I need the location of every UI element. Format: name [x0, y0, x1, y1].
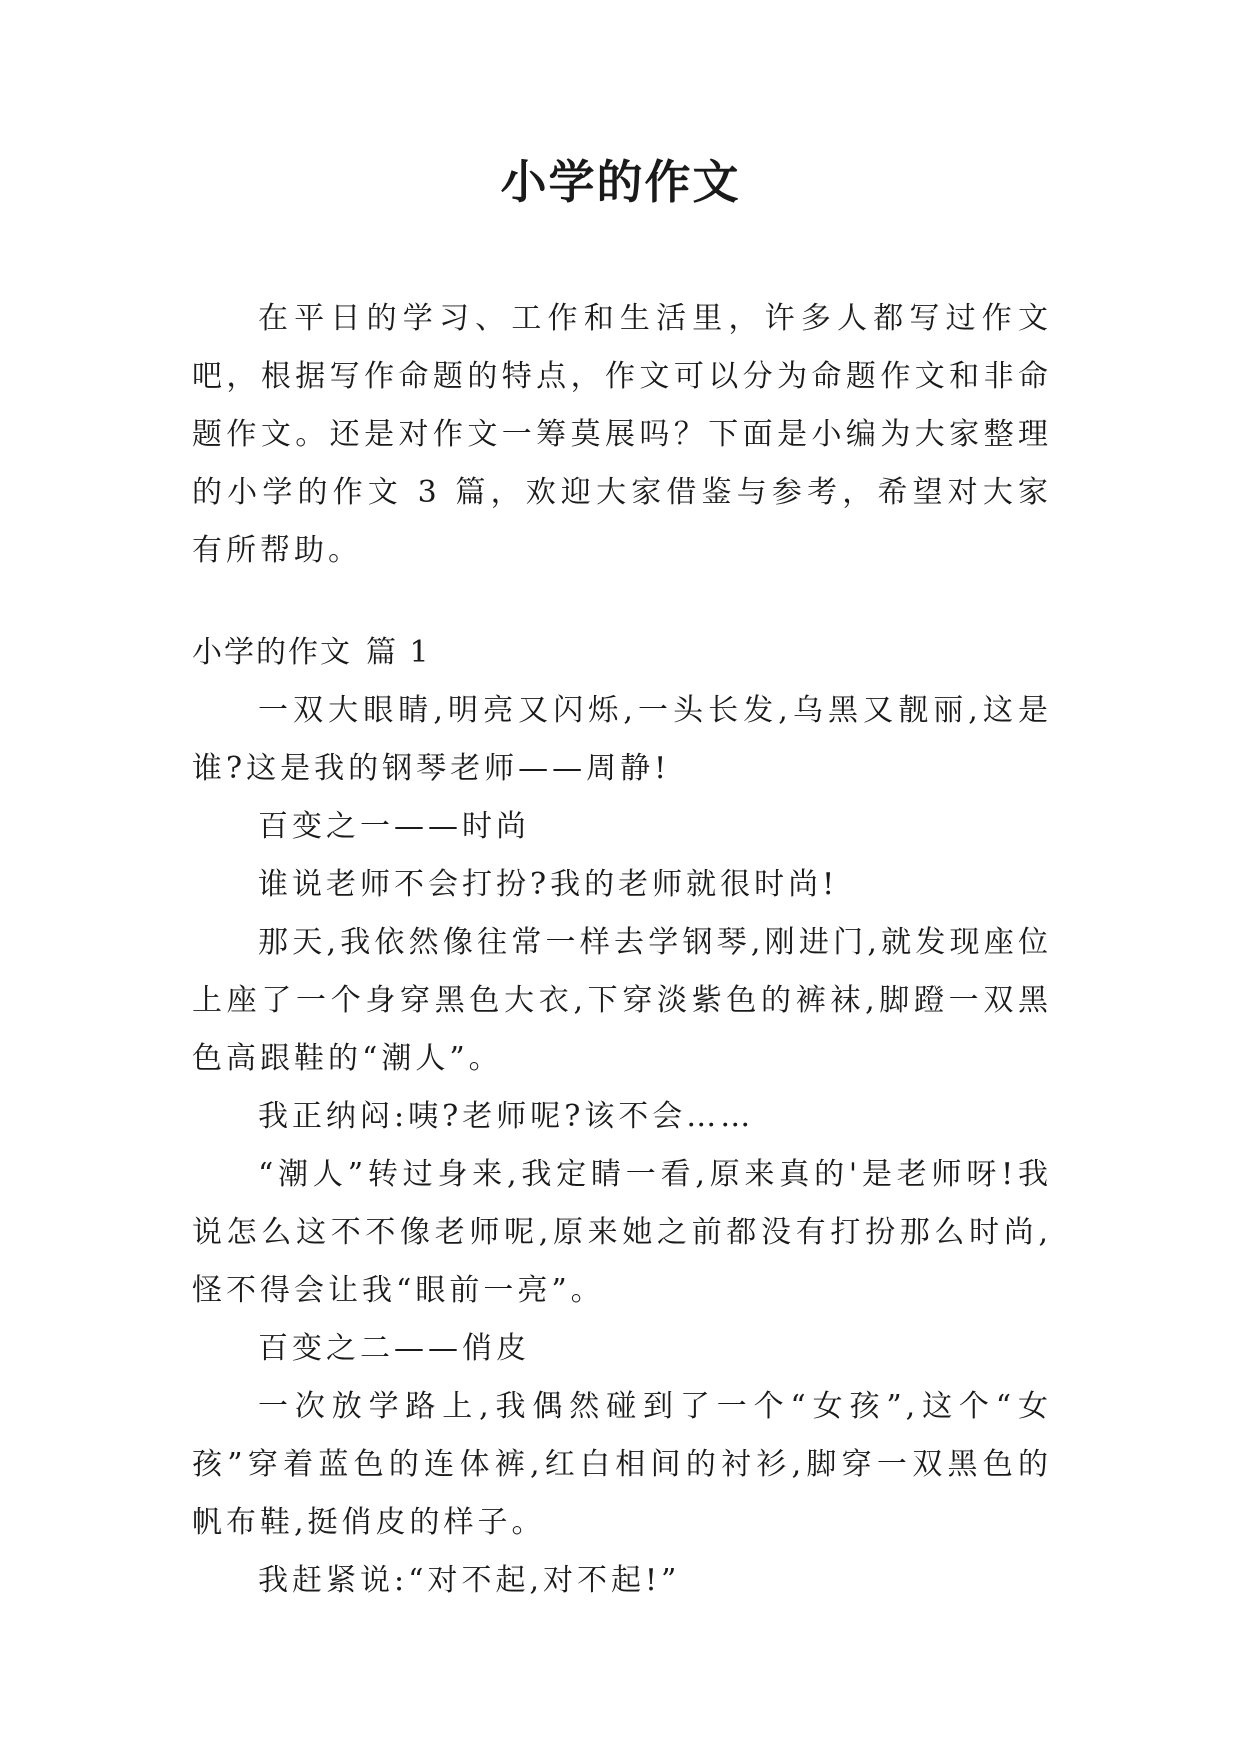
body-paragraph: 一次放学路上,我偶然碰到了一个“女孩”,这个“女孩”穿着蓝色的连体裤,红白相间的衬衫,脚穿一双黑色的帆布鞋,挺俏皮的样子。 — [192, 1389, 1052, 1540]
document-body — [192, 290, 1052, 1610]
subheading-paragraph: 百变之二——俏皮 — [258, 1331, 530, 1366]
body-paragraph: “潮人”转过身来,我定睛一看,原来真的'是老师呀!我说怎么这不不像老师呢,原来她之前都没有打扮那么时尚,怪不得会让我“眼前一亮”。 — [192, 1157, 1052, 1308]
body-paragraph: 一双大眼睛,明亮又闪烁,一头长发,乌黑又靓丽,这是谁?这是我的钢琴老师——周静! — [192, 693, 1052, 786]
section-heading — [192, 624, 1052, 682]
body-paragraph: 谁说老师不会打扮?我的老师就很时尚! — [258, 867, 839, 902]
body-paragraph: 我赶紧说:“对不起,对不起!” — [258, 1563, 681, 1598]
document-title: 小学的作文 — [500, 155, 741, 209]
body-paragraph: 那天,我依然像往常一样去学钢琴,刚进门,就发现座位上座了一个身穿黑色大衣,下穿淡紫色的裤袜,脚蹬一双黑色高跟鞋的“潮人”。 — [192, 925, 1052, 1076]
body-paragraph: 我正纳闷:咦?老师呢?该不会…… — [258, 1099, 755, 1134]
section-heading-number: 篇 1 — [366, 635, 431, 670]
spacer — [192, 580, 1052, 624]
subheading-paragraph: 百变之一——时尚 — [258, 809, 530, 844]
intro-paragraph: 在平日的学习、工作和生活里，许多人都写过作文吧，根据写作命题的特点，作文可以分为命题作文和非命题作文。还是对作文一筹莫展吗？下面是小编为大家整理的小学的作文 3 篇，欢迎大家借鉴与参考，希望对大家有所帮助。 — [192, 301, 1052, 568]
section-heading-title: 小学的作文 — [192, 635, 352, 670]
